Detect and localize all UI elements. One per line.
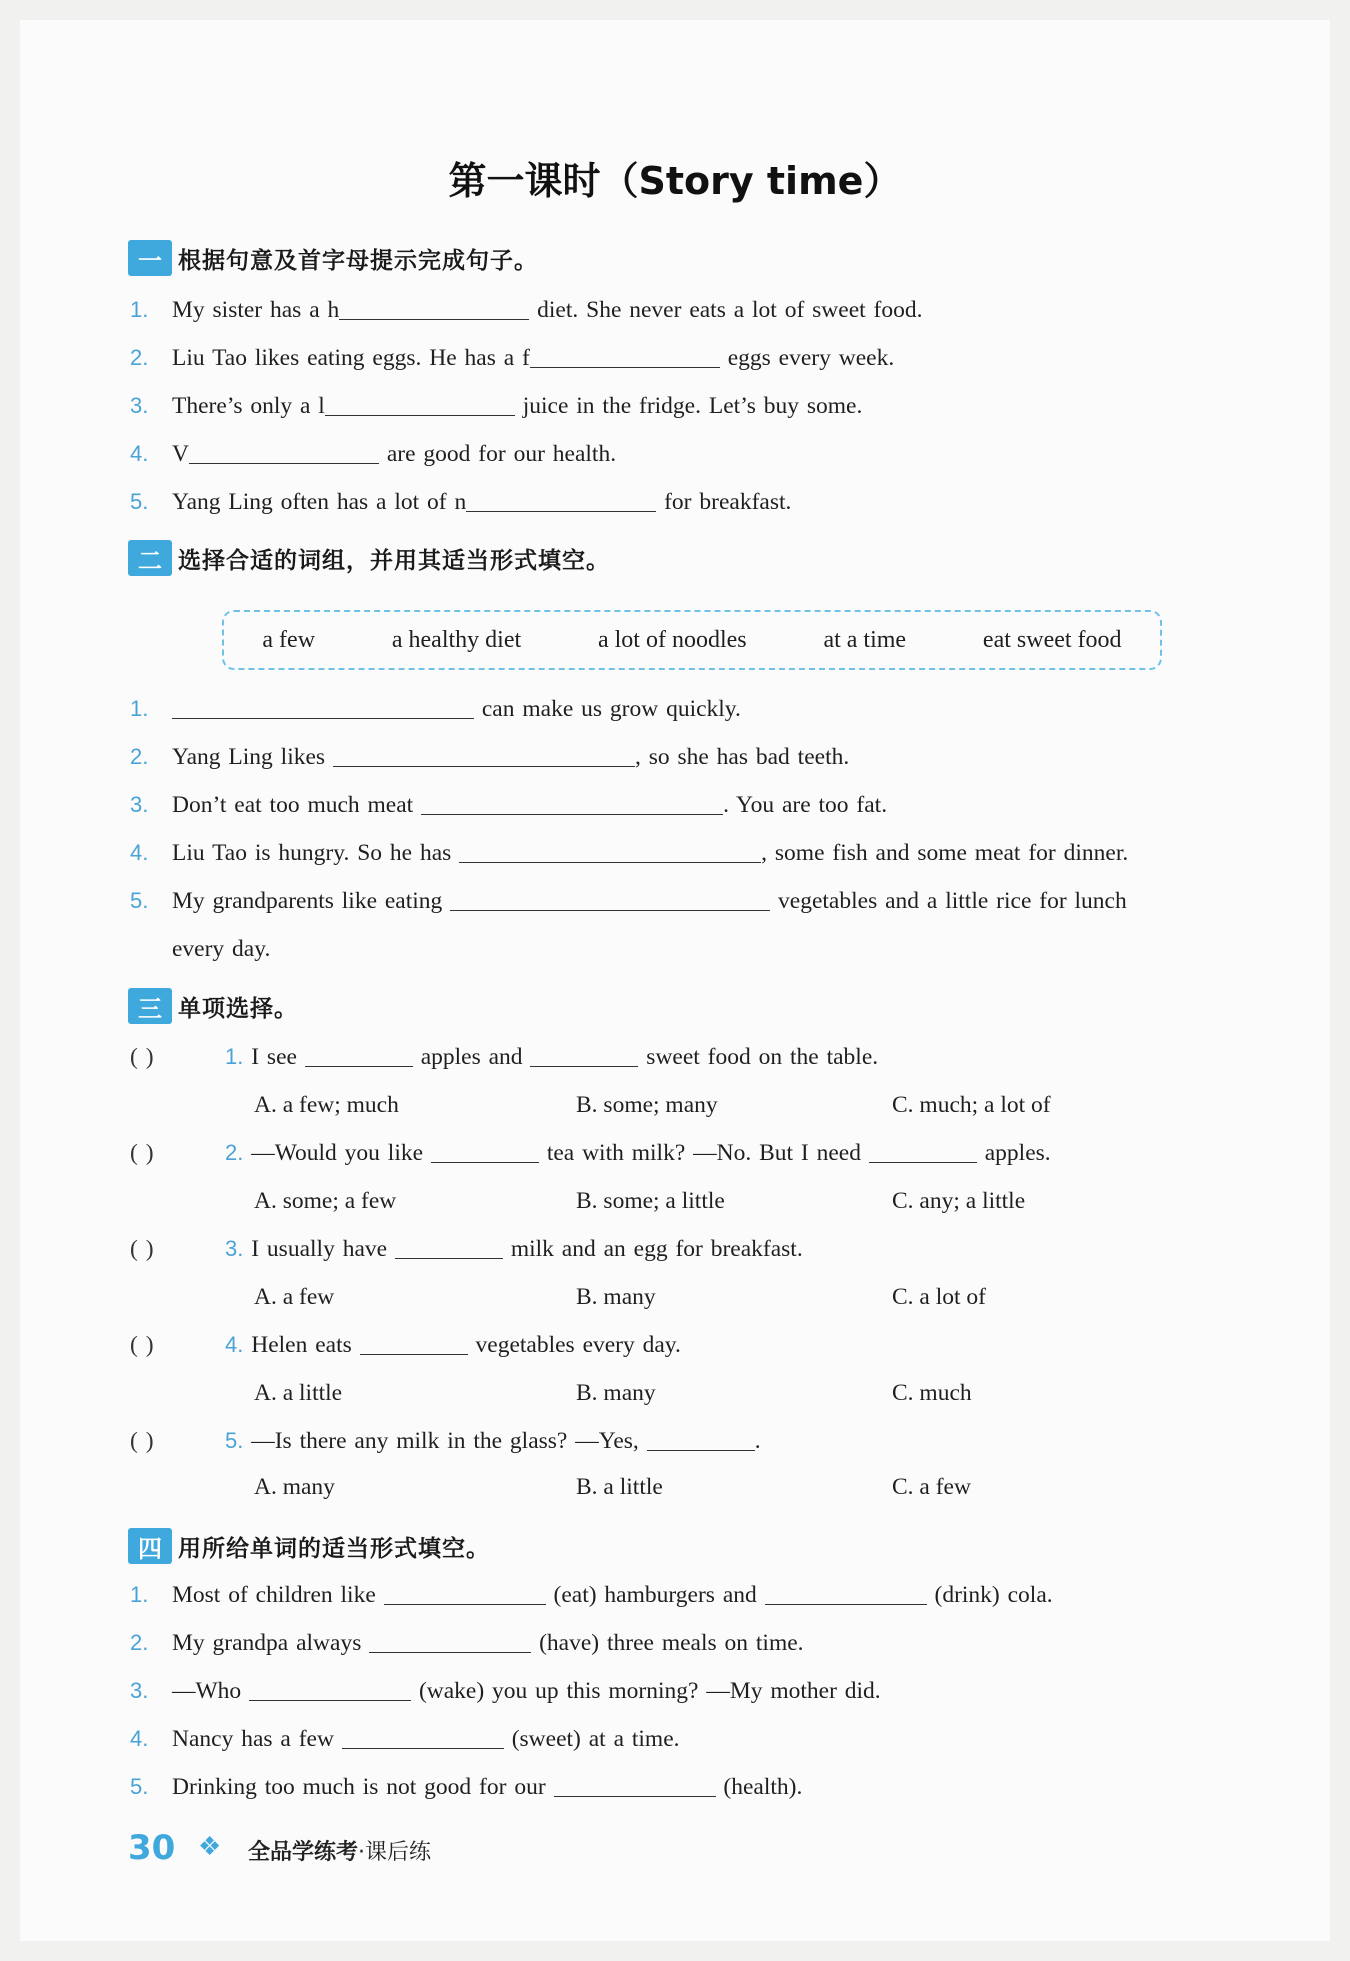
exercise-line: [130, 840, 1128, 867]
diamond-icon: ❖: [198, 1832, 222, 1861]
item-number: 2.: [225, 1140, 244, 1165]
item-number: 1.: [130, 1582, 149, 1607]
item-number: 3.: [130, 792, 149, 817]
exercise-line: [130, 1678, 881, 1705]
answer-blank[interactable]: [459, 840, 761, 863]
exercise-line: [130, 696, 741, 723]
exercise-line: [130, 489, 791, 516]
mc-question: [130, 1044, 878, 1071]
item-number: 4.: [130, 441, 149, 466]
answer-blank[interactable]: [395, 1236, 503, 1259]
answer-blank[interactable]: [530, 1044, 638, 1067]
item-text: (sweet) at a time.: [503, 1726, 680, 1752]
exercise-line: [130, 441, 616, 468]
answer-blank[interactable]: [339, 297, 529, 320]
section-number-badge: 四: [128, 1528, 172, 1564]
option-c[interactable]: C. much: [892, 1380, 972, 1406]
section-4-header: [128, 1528, 490, 1564]
item-number: 4.: [130, 1726, 149, 1751]
answer-blank[interactable]: [554, 1774, 716, 1797]
mc-question: [130, 1428, 761, 1455]
answer-blank[interactable]: [172, 696, 474, 719]
option-b[interactable]: B. some; a little: [576, 1188, 725, 1214]
item-text: (eat) hamburgers and: [545, 1582, 765, 1608]
item-text: —Would you like: [251, 1140, 431, 1166]
item-text: vegetables and a little rice for lunch: [770, 888, 1127, 914]
item-text: There’s only a l: [172, 393, 325, 419]
item-text: Drinking too much is not good for our: [172, 1774, 554, 1800]
exercise-line: [130, 1630, 804, 1657]
item-text: vegetables every day.: [467, 1332, 681, 1358]
item-text: tea with milk? —No. But I need: [538, 1140, 869, 1166]
exercise-line: [130, 1582, 1053, 1609]
word-bank-item: at a time: [823, 626, 907, 653]
answer-parentheses[interactable]: ( ): [130, 1428, 154, 1454]
item-number: 2.: [130, 345, 149, 370]
section-heading: 用所给单词的适当形式填空。: [178, 1535, 490, 1562]
section-heading: 单项选择。: [178, 995, 298, 1022]
exercise-line: [130, 345, 894, 372]
section-3-header: [128, 988, 298, 1024]
item-number: 5.: [225, 1428, 244, 1453]
item-text: Don’t eat too much meat: [172, 792, 422, 818]
exercise-line: [130, 1726, 680, 1753]
brand-name: 全品学练考: [248, 1840, 359, 1865]
exercise-line: [130, 792, 887, 819]
item-text: Yang Ling often has a lot of n: [172, 489, 467, 515]
item-number: 1.: [225, 1044, 244, 1069]
answer-blank[interactable]: [647, 1428, 755, 1451]
answer-blank[interactable]: [466, 489, 656, 512]
option-b[interactable]: B. a little: [576, 1474, 663, 1500]
answer-blank[interactable]: [360, 1332, 468, 1355]
answer-parentheses[interactable]: ( ): [130, 1044, 154, 1070]
item-text: My grandparents like eating: [172, 888, 451, 914]
item-text: (have) three meals on time.: [531, 1630, 804, 1656]
item-text: milk and an egg for breakfast.: [502, 1236, 803, 1262]
word-bank-item: a few: [262, 626, 316, 653]
item-text: V: [172, 441, 189, 467]
word-bank-item: a healthy diet: [391, 626, 522, 653]
answer-blank[interactable]: [765, 1582, 927, 1605]
item-text: sweet food on the table.: [638, 1044, 879, 1070]
answer-blank[interactable]: [530, 345, 720, 368]
item-text: Liu Tao likes eating eggs. He has a f: [172, 345, 530, 371]
option-a[interactable]: A. many: [254, 1474, 335, 1500]
item-text: apples.: [976, 1140, 1051, 1166]
mc-question: [130, 1332, 681, 1359]
item-text: Helen eats: [251, 1332, 360, 1358]
answer-blank[interactable]: [869, 1140, 977, 1163]
exercise-line: [130, 744, 849, 771]
item-text: apples and: [412, 1044, 531, 1070]
answer-parentheses[interactable]: ( ): [130, 1332, 154, 1358]
item-text: My sister has a h: [172, 297, 340, 323]
answer-parentheses[interactable]: ( ): [130, 1236, 154, 1262]
option-c[interactable]: C. a lot of: [892, 1284, 986, 1310]
section-heading: 选择合适的词组，并用其适当形式填空。: [178, 547, 610, 574]
item-text: for breakfast.: [656, 489, 792, 515]
option-a[interactable]: A. a few; much: [254, 1092, 399, 1118]
word-bank: [222, 610, 1162, 670]
item-number: 4.: [225, 1332, 244, 1357]
answer-blank[interactable]: [431, 1140, 539, 1163]
exercise-line-continued: every day.: [172, 936, 271, 962]
item-text: juice in the fridge. Let’s buy some.: [514, 393, 863, 419]
answer-blank[interactable]: [333, 744, 635, 767]
item-text: can make us grow quickly.: [474, 696, 741, 722]
answer-blank[interactable]: [369, 1630, 531, 1653]
section-number-badge: 一: [128, 240, 172, 276]
section-1-header: [128, 240, 538, 276]
item-text: (drink) cola.: [926, 1582, 1053, 1608]
exercise-line: [130, 393, 862, 420]
item-number: 3.: [225, 1236, 244, 1261]
option-a[interactable]: A. some; a few: [254, 1188, 397, 1214]
answer-blank[interactable]: [325, 393, 515, 416]
item-number: 1.: [130, 297, 149, 322]
answer-blank[interactable]: [305, 1044, 413, 1067]
option-b[interactable]: B. some; many: [576, 1092, 718, 1118]
answer-parentheses[interactable]: ( ): [130, 1140, 154, 1166]
section-2-header: [128, 540, 610, 576]
answer-blank[interactable]: [421, 792, 723, 815]
item-text: eggs every week.: [719, 345, 895, 371]
item-number: 2.: [130, 1630, 149, 1655]
option-c[interactable]: C. any; a little: [892, 1188, 1026, 1214]
item-number: 4.: [130, 840, 149, 865]
word-bank-item: eat sweet food: [982, 626, 1122, 653]
item-text: —Who: [172, 1678, 250, 1704]
option-b[interactable]: B. many: [576, 1284, 656, 1310]
item-text: My grandpa always: [172, 1630, 370, 1656]
item-text: (wake) you up this morning? —My mother did.: [411, 1678, 881, 1704]
brand-subtitle: ·课后练: [358, 1840, 432, 1865]
item-text: Most of children like: [172, 1582, 384, 1608]
item-number: 5.: [130, 1774, 149, 1799]
exercise-line: [130, 297, 923, 324]
option-b[interactable]: B. many: [576, 1380, 656, 1406]
item-text: , so she has bad teeth.: [634, 744, 850, 770]
item-text: Liu Tao is hungry. So he has: [172, 840, 460, 866]
exercise-line: [130, 888, 1127, 915]
answer-blank[interactable]: [384, 1582, 546, 1605]
answer-blank[interactable]: [189, 441, 379, 464]
item-text: Nancy has a few: [172, 1726, 342, 1752]
mc-question: [130, 1140, 1051, 1167]
exercise-line: [130, 1774, 802, 1801]
option-c[interactable]: C. a few: [892, 1474, 971, 1500]
item-text: Yang Ling likes: [172, 744, 333, 770]
word-bank-item: a lot of noodles: [597, 626, 747, 653]
item-text: .: [754, 1428, 761, 1454]
mc-question: [130, 1236, 803, 1263]
item-text: —Is there any milk in the glass? —Yes,: [251, 1428, 647, 1454]
answer-blank[interactable]: [249, 1678, 411, 1701]
section-heading: 根据句意及首字母提示完成句子。: [178, 247, 538, 274]
item-text: are good for our health.: [378, 441, 617, 467]
option-c[interactable]: C. much; a lot of: [892, 1092, 1051, 1118]
item-text: I see: [251, 1044, 305, 1070]
section-number-badge: 三: [128, 988, 172, 1024]
item-number: 3.: [130, 1678, 149, 1703]
page-title: 第一课时（Story time）: [448, 159, 902, 203]
item-text: diet. She never eats a lot of sweet food.: [529, 297, 923, 323]
answer-blank[interactable]: [342, 1726, 504, 1749]
option-a[interactable]: A. a little: [254, 1380, 343, 1406]
item-text: (health).: [715, 1774, 803, 1800]
item-text: . You are too fat.: [723, 792, 888, 818]
option-a[interactable]: A. a few: [254, 1284, 335, 1310]
section-number-badge: 二: [128, 540, 172, 576]
page-number: 30: [128, 1828, 176, 1868]
item-number: 5.: [130, 888, 149, 913]
item-number: 5.: [130, 489, 149, 514]
footer-brand: [248, 1835, 431, 1866]
item-number: 3.: [130, 393, 149, 418]
item-text: , some fish and some meat for dinner.: [761, 840, 1129, 866]
item-text: I usually have: [251, 1236, 395, 1262]
item-number: 2.: [130, 744, 149, 769]
item-number: 1.: [130, 696, 149, 721]
answer-blank[interactable]: [450, 888, 770, 911]
